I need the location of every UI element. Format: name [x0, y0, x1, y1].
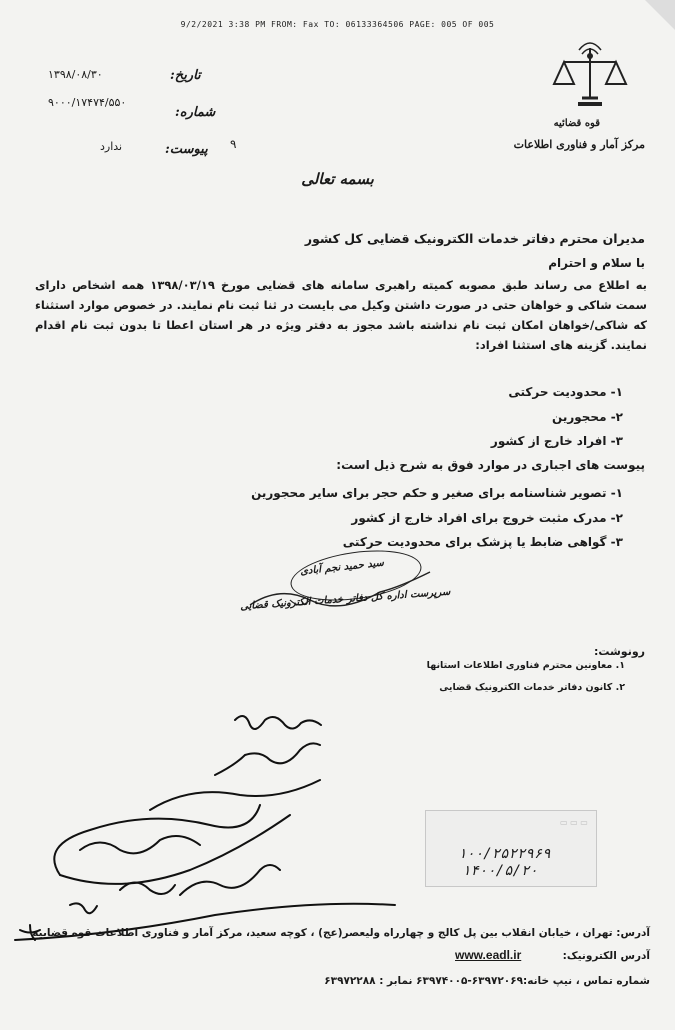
footer-phones: شماره تماس ، نیپ خانه:۶۳۹۷۲۰۶۹-۶۳۹۷۴۰۰۵ نمابر : ۶۳۹۷۲۲۸۸ [324, 975, 650, 987]
footer-website-link[interactable]: www.eadl.ir [455, 948, 522, 962]
document-item: ۲- مدرک مثبت خروج برای افراد خارج از کشور [351, 511, 623, 525]
stamp-date: ۱۴۰۰/۵/۲۰ [462, 863, 538, 879]
number-label: شماره: [175, 105, 216, 120]
footer-email-label: آدرس الکترونیک: [562, 950, 650, 962]
stamp-faint-text: ▭ ▭ ▭ [560, 818, 588, 827]
letter-body: به اطلاع می رساند طبق مصوبه کمیته راهبری سامانه های قضایی مورخ ۱۳۹۸/۰۳/۱۹ همه اشخاص دارای سمت شاکی و خواهان حتی در صورت داشتن وکیل می بایست در ثنا ثبت نام نمایند. در خصوص موارد استثناء که شاکی/خواهان امکان ثبت نام نداشته باشد مجوز به دفتر ویژه در هر استان اعطا تا بدون ثبت نام اقدام نمایند. گزینه های استثنا افراد: [35, 278, 647, 352]
document-item: ۳- گواهی ضابط یا پزشک برای محدودیت حرکتی [342, 535, 623, 549]
handwritten-notes [0, 700, 675, 960]
signer-title: سرپرست اداره کل دفاتر خدمات الکترونیک قضایی [239, 586, 451, 613]
cc-item: ۲. کانون دفاتر خدمات الکترونیک قضایی [439, 682, 625, 693]
exception-item: ۲- محجورین [552, 410, 623, 424]
number-value: ۹۰۰۰/۱۷۴۷۴/۵۵۰ [48, 96, 127, 109]
date-label: تاریخ: [170, 68, 201, 83]
logo-text-judiciary: قوه قضائیه [553, 118, 600, 129]
addressee: مدیران محترم دفاتر خدمات الکترونیک قضایی کل کشور [304, 231, 645, 246]
cc-item: ۱. معاونین محترم فناوری اطلاعات استانها [426, 660, 625, 671]
date-value: ۱۳۹۸/۰۸/۳۰ [48, 68, 103, 81]
attachment-label: پیوست: [165, 142, 208, 157]
document-item: ۱- تصویر شناسنامه برای صغیر و حکم حجر برای سایر محجورین [251, 486, 623, 500]
attachment-value: ندارد [100, 140, 123, 153]
exception-item: ۱- محدودیت حرکتی [508, 385, 623, 399]
scales-of-justice-icon [550, 40, 630, 120]
attachment-mark: ۹ [230, 137, 237, 151]
footer-address: آدرس: تهران ، خیابان انقلاب بین پل کالج و چهارراه ولیعصر(عج) ، کوچه سعید، مرکز آمار و فناوری اطلاعات قوه قضاییه [32, 927, 650, 939]
stamp-number: ۱۰۰/۲۵۲۲۹۶۹ [458, 846, 551, 862]
exception-item: ۳- افراد خارج از کشور [490, 434, 623, 448]
fax-header: 9/2/2021 3:38 PM FROM: Fax TO: 06133364506 PAGE: 005 OF 005 [180, 20, 495, 29]
documents-intro: پیوست های اجباری در موارد فوق به شرح ذیل است: [336, 458, 645, 472]
cc-label: رونوشت: [593, 645, 645, 658]
signer-name: سید حمید نجم آبادی [299, 557, 385, 578]
bismillah-heading: بسمه تعالی [301, 170, 374, 188]
logo-text-center: مرکز آمار و فناوری اطلاعات [513, 138, 645, 151]
greeting: با سلام و احترام [548, 256, 645, 270]
